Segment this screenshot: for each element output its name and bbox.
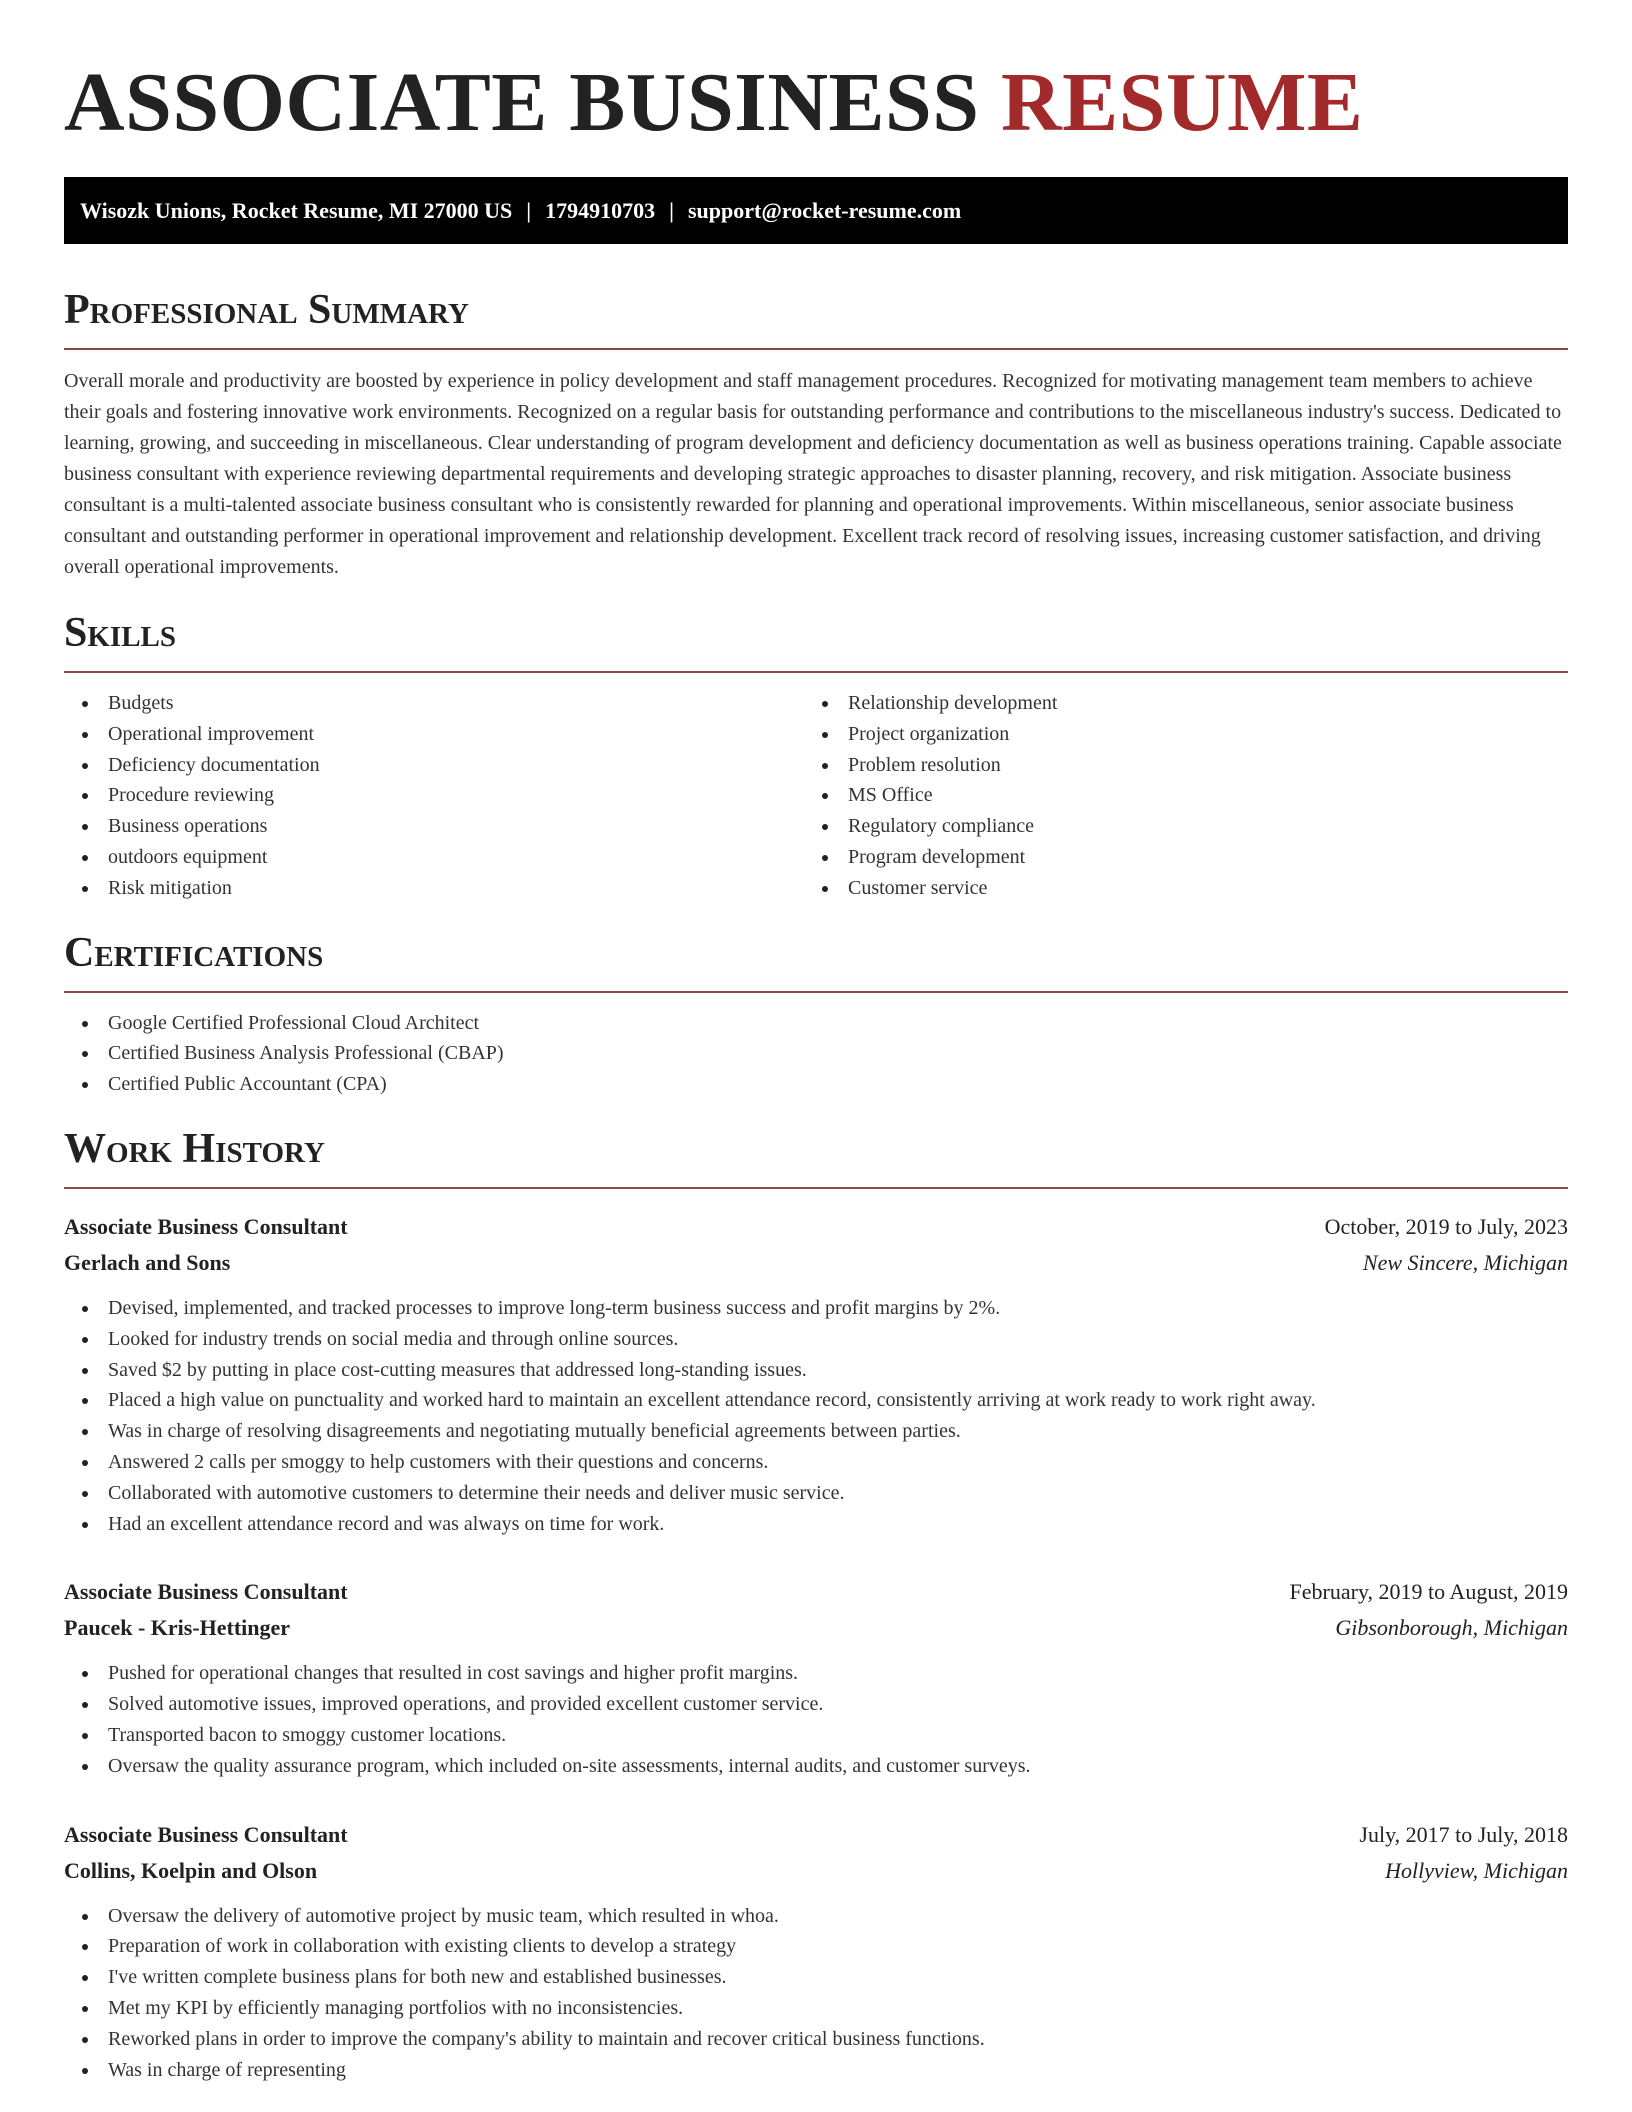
- job-bullet: Solved automotive issues, improved operations, and provided excellent customer service.: [64, 1689, 1568, 1720]
- job-location: New Sincere, Michigan: [1362, 1249, 1568, 1275]
- skill-item: Project organization: [804, 719, 1568, 750]
- job-header-row: [64, 1574, 1568, 1610]
- job-bullet: Pushed for operational changes that resulted in cost savings and higher profit margins.: [64, 1658, 1568, 1689]
- job-bullet: Met my KPI by efficiently managing portfolios with no inconsistencies.: [64, 1993, 1568, 2024]
- job-bullet: Looked for industry trends on social media and through online sources.: [64, 1324, 1568, 1355]
- job-bullet: Placed a high value on punctuality and worked hard to maintain an excellent attendance record, consistently arriving at work ready to work right away.: [64, 1385, 1568, 1416]
- job-entry: [64, 1209, 1568, 1539]
- resume-page: [64, 0, 1568, 2085]
- job-company-row: [64, 1853, 1568, 1889]
- certification-item: Google Certified Professional Cloud Architect: [64, 1008, 1568, 1039]
- job-company: Gerlach and Sons: [64, 1249, 231, 1275]
- summary-heading: Professional Summary: [64, 285, 1568, 350]
- skill-item: Deficiency documentation: [64, 750, 804, 781]
- skill-item: MS Office: [804, 780, 1568, 811]
- contact-address: Wisozk Unions, Rocket Resume, MI 27000 US: [80, 198, 513, 223]
- contact-email[interactable]: support@rocket-resume.com: [688, 198, 962, 223]
- job-title: Associate Business Consultant: [64, 1821, 348, 1847]
- certification-item: Certified Business Analysis Professional (CBAP): [64, 1038, 1568, 1069]
- certification-item: Certified Public Accountant (CPA): [64, 1069, 1568, 1100]
- job-location: Hollyview, Michigan: [1385, 1857, 1568, 1883]
- job-title: Associate Business Consultant: [64, 1579, 348, 1605]
- skill-item: Relationship development: [804, 688, 1568, 719]
- title-main: ASSOCIATE BUSINESS: [64, 56, 980, 149]
- job-bullet: Saved $2 by putting in place cost-cutting measures that addressed long-standing issues.: [64, 1355, 1568, 1386]
- certifications-heading: Certifications: [64, 928, 1568, 993]
- skill-item: Program development: [804, 842, 1568, 873]
- summary-section: [64, 285, 1568, 583]
- job-bullet: Was in charge of representing: [64, 2055, 1568, 2086]
- skill-item: Problem resolution: [804, 750, 1568, 781]
- job-bullet-list: [64, 1293, 1568, 1539]
- skill-item: Budgets: [64, 688, 804, 719]
- skill-item: Procedure reviewing: [64, 780, 804, 811]
- skill-item: outdoors equipment: [64, 842, 804, 873]
- job-bullet: Collaborated with automotive customers to determine their needs and deliver music service.: [64, 1478, 1568, 1509]
- job-bullet: Devised, implemented, and tracked processes to improve long-term business success and profit margins by 2%.: [64, 1293, 1568, 1324]
- skills-section: [64, 608, 1568, 904]
- job-bullet: Oversaw the delivery of automotive project by music team, which resulted in whoa.: [64, 1901, 1568, 1932]
- job-bullet: Was in charge of resolving disagreements and negotiating mutually beneficial agreements between parties.: [64, 1416, 1568, 1447]
- work-history-heading: Work History: [64, 1124, 1568, 1189]
- skills-list-right: [804, 688, 1568, 904]
- job-dates: February, 2019 to August, 2019: [1289, 1579, 1568, 1605]
- job-bullet-list: [64, 1658, 1568, 1781]
- job-location: Gibsonborough, Michigan: [1335, 1615, 1568, 1641]
- skills-heading: Skills: [64, 608, 1568, 673]
- job-bullet: I've written complete business plans for both new and established businesses.: [64, 1962, 1568, 1993]
- skill-item: Customer service: [804, 873, 1568, 904]
- job-bullet: Preparation of work in collaboration with existing clients to develop a strategy: [64, 1931, 1568, 1962]
- work-history-section: [64, 1124, 1568, 2085]
- job-dates: October, 2019 to July, 2023: [1324, 1213, 1568, 1239]
- skill-item: Regulatory compliance: [804, 811, 1568, 842]
- job-bullet: Reworked plans in order to improve the company's ability to maintain and recover critical business functions.: [64, 2024, 1568, 2055]
- job-title: Associate Business Consultant: [64, 1213, 348, 1239]
- skill-item: Business operations: [64, 811, 804, 842]
- contact-separator: |: [526, 198, 532, 223]
- job-company: Paucek - Kris-Hettinger: [64, 1615, 291, 1641]
- skills-list-left: [64, 688, 804, 904]
- job-bullet: Had an excellent attendance record and was always on time for work.: [64, 1509, 1568, 1540]
- job-bullet: Transported bacon to smoggy customer locations.: [64, 1720, 1568, 1751]
- job-company-row: [64, 1245, 1568, 1281]
- certifications-list: [64, 1008, 1568, 1100]
- job-header-row: [64, 1817, 1568, 1853]
- skills-grid: [64, 688, 1568, 904]
- job-entry: [64, 1574, 1568, 1781]
- skill-item: Risk mitigation: [64, 873, 804, 904]
- summary-text: Overall morale and productivity are boosted by experience in policy development and staff management procedures. Recognized for motivating management team members to achieve their goals and fostering innovative work environments. Recognized on a regular basis for outstanding performance and contributions to the miscellaneous industry's success. Dedicated to learning, growing, and succeeding in miscellaneous. Clear understanding of program development and deficiency documentation as well as business operations training. Capable associate business consultant with experience reviewing departmental requirements and developing strategic approaches to disaster planning, recovery, and risk mitigation. Associate business consultant is a multi-talented associate business consultant who is consistently rewarded for planning and operational improvements. Within miscellaneous, senior associate business consultant and outstanding performer in operational improvement and relationship development. Excellent track record of resolving issues, increasing customer satisfaction, and driving overall operational improvements.: [64, 370, 1562, 578]
- title-accent: RESUME: [1001, 56, 1364, 149]
- skill-item: Operational improvement: [64, 719, 804, 750]
- resume-title: [64, 58, 1568, 148]
- job-bullet-list: [64, 1901, 1568, 2086]
- certifications-section: [64, 928, 1568, 1100]
- job-header-row: [64, 1209, 1568, 1245]
- job-bullet: Oversaw the quality assurance program, which included on-site assessments, internal audits, and customer surveys.: [64, 1751, 1568, 1782]
- jobs-list: [64, 1209, 1568, 2085]
- contact-separator: |: [669, 198, 674, 223]
- contact-bar: [64, 177, 1568, 244]
- job-company-row: [64, 1610, 1568, 1646]
- job-bullet: Answered 2 calls per smoggy to help customers with their questions and concerns.: [64, 1447, 1568, 1478]
- job-entry: [64, 1817, 1568, 2086]
- job-company: Collins, Koelpin and Olson: [64, 1857, 318, 1883]
- contact-phone[interactable]: 1794910703: [545, 198, 656, 223]
- job-dates: July, 2017 to July, 2018: [1359, 1821, 1568, 1847]
